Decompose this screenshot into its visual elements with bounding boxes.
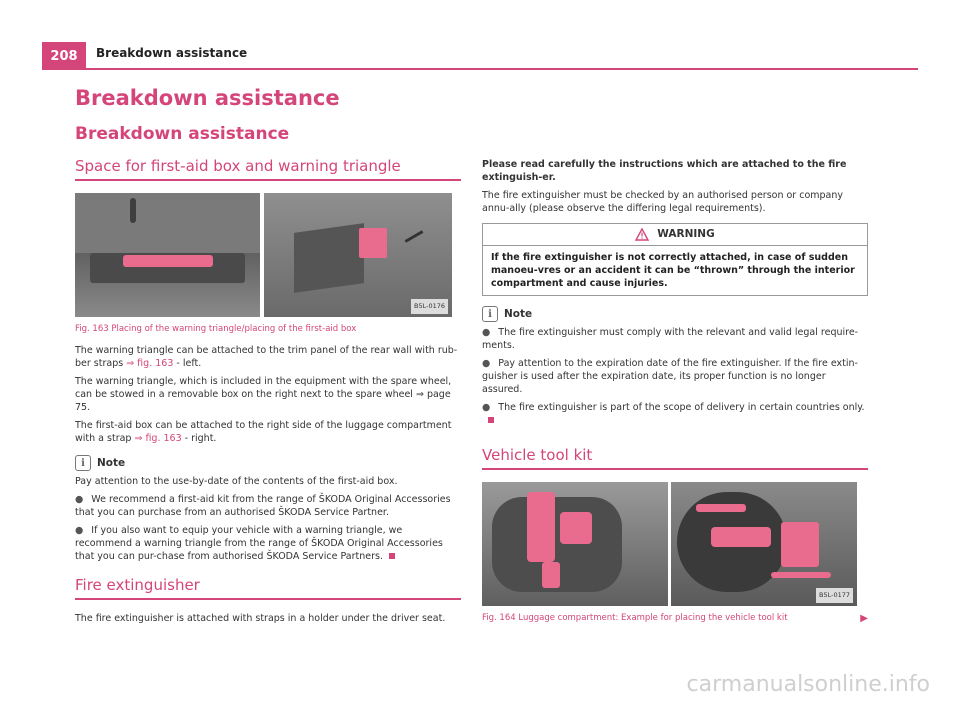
note-bullet: ● The fire extinguisher must comply with the relevant and valid legal require-ments.	[482, 327, 859, 351]
warning-triangle-box	[123, 255, 213, 267]
fig164-right-photo	[671, 482, 857, 606]
paragraph: The warning triangle, which is included in the equipment with the spare wheel, can be stowed in a removable box on the right next to the spare wheel ⇒ page 75.	[75, 376, 452, 413]
end-marker-icon	[488, 417, 494, 423]
note-heading: i Note	[482, 306, 868, 322]
tool-heading: Vehicle tool kit	[482, 449, 868, 470]
space-heading: Space for first-aid box and warning triangle	[75, 160, 461, 181]
fire-heading: Fire extinguisher	[75, 579, 461, 600]
info-icon: i	[75, 455, 91, 471]
figure-164	[482, 482, 868, 606]
watermark: carmanualsonline.info	[686, 672, 930, 697]
paragraph: The warning triangle can be attached to the trim panel of the rear wall with rub-ber straps ⇒ fig. 163 - left.	[75, 345, 458, 369]
paragraph: The first-aid box can be attached to the right side of the luggage compartment with a strap ⇒ fig. 163 - right.	[75, 420, 452, 444]
figure-link[interactable]: ⇒ fig. 163	[126, 358, 174, 369]
fig163-left-photo	[75, 193, 260, 317]
paragraph: The fire extinguisher must be checked by an authorised person or company annu-ally (please observe the differing legal requirements).	[482, 190, 844, 214]
note-bullet: ● Pay attention to the expiration date of the fire extinguisher. If the fire extin-guisher is used after the expiration date, its proper function is no longer assured.	[482, 358, 858, 395]
figure-link[interactable]: ⇒ fig. 163	[134, 433, 182, 444]
bold-paragraph: Please read carefully the instructions which are attached to the fire extinguish-er.	[482, 159, 847, 183]
jack-icon	[527, 492, 555, 562]
paragraph: The fire extinguisher is attached with straps in a holder under the driver seat.	[75, 613, 446, 624]
warning-heading: WARNING	[483, 224, 867, 246]
page-number: 208	[42, 42, 86, 70]
fig163-caption: Fig. 163 Placing of the warning triangle/placing of the first-aid box	[75, 324, 357, 334]
section-title: Breakdown assistance	[75, 124, 290, 144]
fig164-left-photo	[482, 482, 668, 606]
left-column	[75, 157, 461, 630]
note-paragraph: Pay attention to the use-by-date of the contents of the first-aid box.	[75, 476, 398, 487]
warning-triangle-icon	[635, 228, 649, 241]
tool-bag-icon	[560, 512, 592, 544]
note-bullet: ● We recommend a first-aid kit from the range of ŠKODA Original Accessories that you can purchase from an authorised ŠKODA Service Partner.	[75, 494, 451, 518]
header-rule	[42, 68, 918, 70]
running-title: Breakdown assistance	[96, 46, 248, 60]
info-icon: i	[482, 306, 498, 322]
warning-box	[482, 223, 868, 296]
note-heading: i Note	[75, 455, 461, 471]
figure-163	[75, 193, 461, 317]
end-marker-icon	[389, 553, 395, 559]
warning-text: If the fire extinguisher is not correctly attached, in case of sudden manoeu-vres or an accident it can be “thrown” through the interior compartment and cause injuries.	[491, 252, 855, 289]
note-bullet: ● The fire extinguisher is part of the scope of delivery in certain countries only.	[482, 401, 868, 427]
chapter-title: Breakdown assistance	[75, 86, 340, 110]
fig163-right-photo	[264, 193, 452, 317]
right-column	[482, 158, 868, 633]
tool-case-icon	[781, 522, 819, 567]
continue-arrow-icon: ▶	[860, 613, 868, 624]
first-aid-box	[359, 228, 387, 258]
fig164-label: B5L-0177	[816, 588, 853, 603]
fig163-label: B5L-0176	[411, 299, 448, 314]
note-bullet: ● If you also want to equip your vehicle with a warning triangle, we recommend a warning triangle from the range of ŠKODA Original Accessories that you can pur-chase from authorised ŠKODA Service Partners.	[75, 525, 443, 562]
fig164-caption: Fig. 164 Luggage compartment: Example for placing the vehicle tool kit ▶	[482, 613, 868, 624]
